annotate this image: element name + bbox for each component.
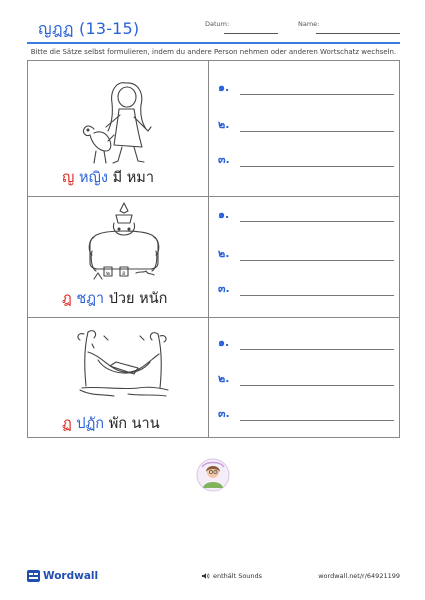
- caption-word: หญิง: [78, 170, 108, 186]
- answer-line-1-1[interactable]: [218, 81, 394, 97]
- line-number: ๒.: [218, 372, 230, 385]
- answer-rule: [240, 221, 394, 222]
- instructions-text: Bitte die Sätze selbst formulieren, indem du andere Person nehmen oder anderen Wortschatz wechseln.: [30, 48, 397, 56]
- line-number: ๑.: [218, 336, 230, 349]
- line-number: ๒.: [218, 118, 230, 131]
- hammock-icon: [68, 326, 178, 426]
- svg-text:อ: อ: [122, 270, 126, 277]
- answer-rule: [240, 420, 394, 421]
- exercise-row-3: [28, 318, 399, 439]
- header-divider: [27, 42, 400, 44]
- caption-word: ปฏัก: [76, 416, 105, 432]
- answer-rule: [240, 94, 394, 95]
- author-avatar-icon: [196, 458, 230, 492]
- line-number: ๓.: [218, 407, 230, 420]
- answer-rule: [240, 260, 394, 261]
- answer-line-2-1[interactable]: [218, 208, 394, 224]
- sounds-indicator: [202, 572, 262, 580]
- exercise-row-1: [28, 61, 399, 197]
- caption-letter: ฏ: [62, 416, 72, 432]
- line-number: ๑.: [218, 208, 230, 221]
- sentence-caption-1: [62, 166, 154, 189]
- svg-text:๒: ๒: [106, 270, 110, 277]
- caption-rest: ป่วย หนัก: [108, 291, 168, 307]
- page-footer: [27, 570, 400, 584]
- activity-url[interactable]: wordwall.net/r/64921199: [318, 572, 400, 580]
- girl-with-dog-icon: [68, 69, 178, 169]
- line-number: ๓.: [218, 282, 230, 295]
- answer-line-2-2[interactable]: [218, 247, 394, 263]
- answer-line-3-3[interactable]: [218, 407, 394, 423]
- answer-rule: [240, 166, 394, 167]
- name-label: Name:: [298, 20, 320, 28]
- sentence-caption-3: [62, 412, 160, 435]
- speaker-icon: [202, 572, 210, 580]
- answer-line-3-1[interactable]: [218, 336, 394, 352]
- sentence-caption-2: [62, 287, 167, 310]
- date-field-line: [224, 33, 278, 34]
- answer-rule: [240, 295, 394, 296]
- answer-rule: [240, 131, 394, 132]
- caption-letter: ญ: [62, 170, 75, 186]
- line-number: ๑.: [218, 81, 230, 94]
- exercise-row-2: [28, 197, 399, 318]
- answer-rule: [240, 349, 394, 350]
- brand-name: Wordwall: [43, 570, 99, 582]
- wordwall-logo-icon: [27, 570, 40, 582]
- line-number: ๓.: [218, 153, 230, 166]
- answer-line-3-2[interactable]: [218, 372, 394, 388]
- answer-line-2-3[interactable]: [218, 282, 394, 298]
- sounds-label: enthält Sounds: [213, 572, 263, 580]
- caption-word: ชฎา: [76, 291, 105, 307]
- date-label: Datum:: [205, 20, 230, 28]
- caption-rest: มี หมา: [112, 170, 155, 186]
- answer-rule: [240, 385, 394, 386]
- sick-person-in-bed-icon: [68, 201, 178, 301]
- answer-line-1-2[interactable]: [218, 118, 394, 134]
- worksheet-grid: [27, 60, 400, 438]
- name-field-line: [316, 33, 400, 34]
- line-number: ๒.: [218, 247, 230, 260]
- page-title: ญฎฏ (13-15): [38, 19, 140, 38]
- caption-rest: พัก นาน: [108, 416, 160, 432]
- answer-line-1-3[interactable]: [218, 153, 394, 169]
- wordwall-brand[interactable]: [27, 570, 98, 582]
- caption-letter: ฎ: [62, 291, 72, 307]
